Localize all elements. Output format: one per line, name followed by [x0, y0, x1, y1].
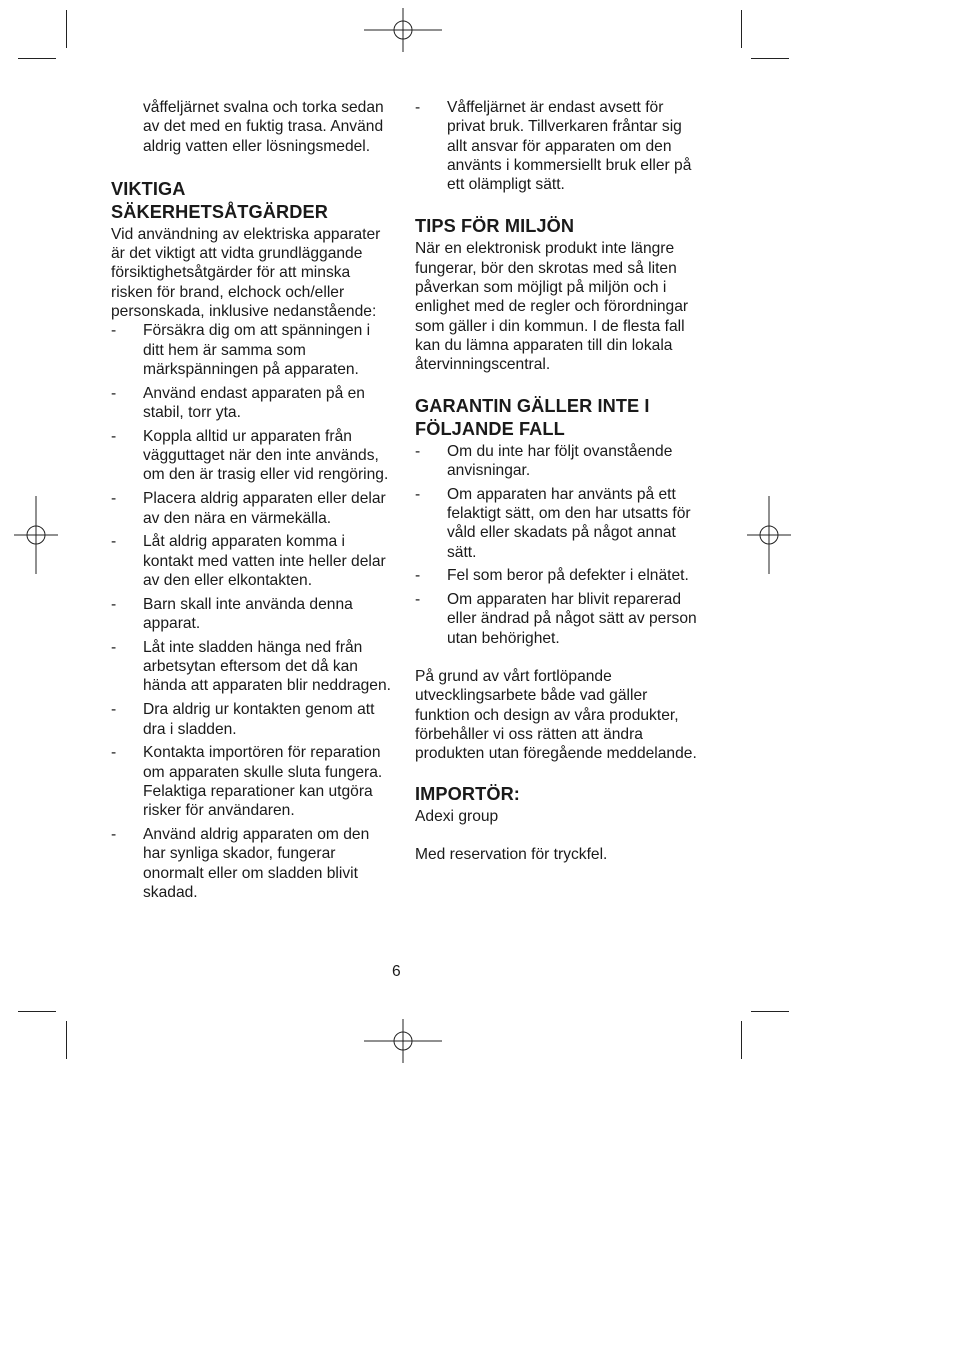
bullet-dash: - [111, 384, 117, 402]
registration-mark-icon [747, 496, 791, 574]
registration-mark-icon [364, 8, 442, 52]
bullet-dash: - [415, 567, 421, 585]
bullet-dash: - [415, 485, 421, 503]
warranty-list [415, 442, 700, 648]
bullet-dash: - [111, 595, 117, 613]
safety-list [111, 321, 395, 902]
list-item: - Använd endast apparaten på en stabil, torr yta. [111, 384, 365, 422]
importer-heading: IMPORTÖR: [415, 783, 520, 804]
list-item: - Låt aldrig apparaten komma i kontakt med vatten inte heller delar av den eller elkontakten. [111, 533, 386, 589]
environment-text: När en elektronisk produkt inte längre fungerar, bör den skrotas med så liten påverkan som möjligt på miljön och i enlighet med de regler och förordningar som gäller i din kommun. I de flesta fall kan du lämna apparaten till din lokala återvinningscentral. [415, 240, 689, 374]
list-item: - Fel som beror på defekter i elnätet. [415, 567, 689, 585]
bullet-dash: - [111, 701, 117, 719]
environment-heading: TIPS FÖR MILJÖN [415, 216, 575, 237]
list-item: - Använd aldrig apparaten om den har synliga skador, fungerar onormalt eller om sladden blivit skadad. [111, 826, 370, 901]
crop-mark [751, 58, 789, 59]
top-list [415, 98, 700, 194]
list-item: - Om apparaten har använts på ett felaktigt sätt, om den har utsatts för våld eller skadats på något annat sätt. [415, 485, 691, 561]
reservation-text: Med reservation för tryckfel. [415, 845, 608, 863]
crop-mark [751, 1011, 789, 1012]
development-text: På grund av vårt fortlöpande utvecklingsarbete både vad gäller funktion och design av våra produkter, förbehåller vi oss rätten att ändra produkten utan föregående meddelande. [415, 668, 697, 763]
safety-heading: VIKTIGA SÄKERHETSÅTGÄRDER [111, 178, 328, 222]
bullet-dash: - [111, 826, 117, 843]
bullet-dash: - [111, 744, 117, 762]
safety-intro: Vid användning av elektriska apparater är det viktigt att vidta grundläggande försiktighetsåtgärder för att minska risken för brand, elchock och/eller personskada, inklusive nedanstående: [111, 225, 381, 321]
warranty-heading: GARANTIN GÄLLER INTE I FÖLJANDE FALL [415, 395, 650, 439]
bullet-dash: - [415, 591, 421, 609]
list-item: - Placera aldrig apparaten eller delar av den nära en värmekälla. [111, 490, 386, 527]
page-number: 6 [392, 963, 401, 980]
bullet-dash: - [415, 99, 421, 116]
crop-mark [741, 10, 742, 48]
bullet-dash: - [111, 638, 117, 656]
crop-mark [66, 1021, 67, 1059]
right-column [415, 98, 700, 864]
registration-mark-icon [14, 496, 58, 574]
bullet-dash: - [415, 442, 421, 460]
bullet-dash: - [111, 427, 117, 445]
bullet-dash: - [111, 533, 117, 551]
crop-mark [741, 1021, 742, 1059]
importer-name: Adexi group [415, 807, 499, 825]
list-item: - Dra aldrig ur kontakten genom att dra i sladden. [111, 701, 375, 738]
list-item: - Våffeljärnet är endast avsett för privat bruk. Tillverkaren fråntar sig allt ansvar för apparaten om den använts i kommersiellt bruk eller på ett olämpligt sätt. [415, 99, 692, 194]
list-item: - Försäkra dig om att spänningen i ditt hem är samma som märkspänningen på apparaten. [111, 322, 371, 378]
registration-mark-icon [364, 1019, 442, 1063]
bullet-dash: - [111, 322, 117, 340]
list-item: - Om du inte har följt ovanstående anvisningar. [415, 442, 673, 479]
crop-mark [18, 1011, 56, 1012]
crop-mark [66, 10, 67, 48]
continuation-text: våffeljärnet svalna och torka sedan av det med en fuktig trasa. Använd aldrig vatten eller lösningsmedel. [143, 99, 384, 155]
left-column [111, 98, 395, 907]
list-item: - Kontakta importören för reparation om apparaten skulle sluta fungera. Felaktiga reparationer kan utgöra risker för användaren. [111, 744, 383, 820]
bullet-dash: - [111, 490, 117, 508]
list-item: - Koppla alltid ur apparaten från vägguttaget när den inte används, om den är trasig eller vid rengöring. [111, 427, 389, 484]
list-item: - Barn skall inte använda denna apparat. [111, 595, 353, 633]
list-item: - Om apparaten har blivit reparerad eller ändrad på något sätt av person utan behörighet. [415, 591, 697, 647]
list-item: - Låt inte sladden hänga ned från arbetsytan eftersom det då kan hända att apparaten blir neddragen. [111, 638, 391, 695]
crop-mark [18, 58, 56, 59]
